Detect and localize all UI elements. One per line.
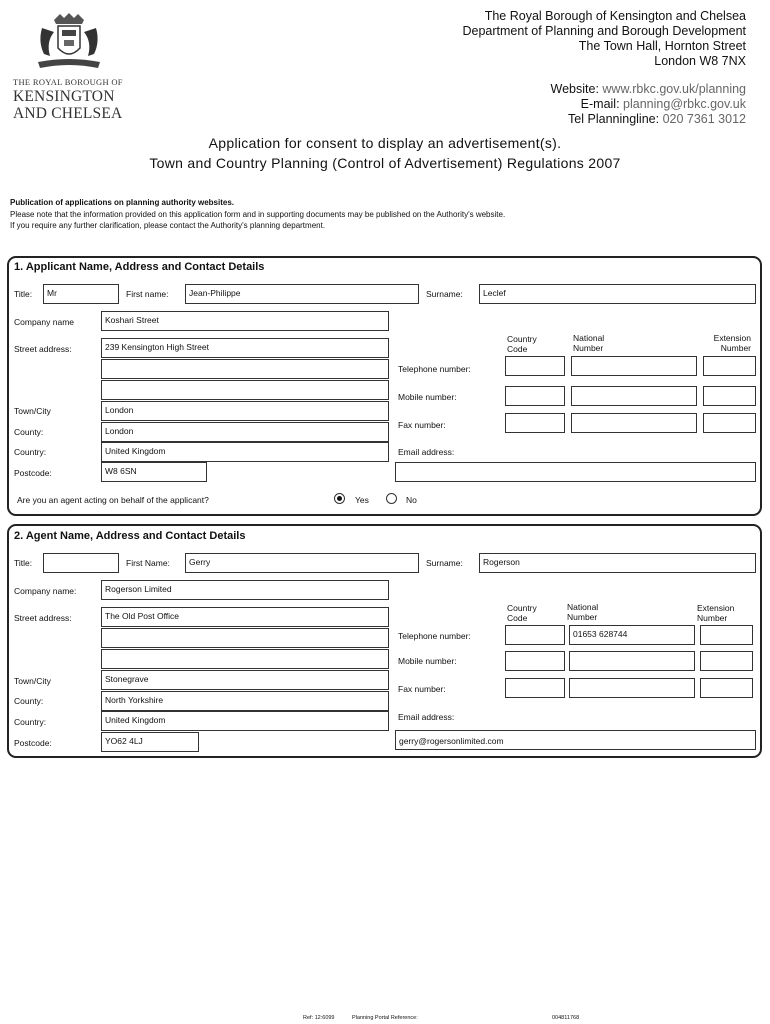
footer-ref: Ref: 12:6099	[303, 1015, 335, 1021]
agent-telephone-extension[interactable]	[700, 625, 753, 645]
applicant-mobile-label: Mobile number:	[398, 392, 457, 402]
footer-portal-value: 004811768	[552, 1015, 580, 1021]
applicant-county-label: County:	[14, 427, 44, 437]
email-link[interactable]: planning@rbkc.gov.uk	[623, 97, 746, 111]
agent-mobile-extension[interactable]	[700, 651, 753, 671]
applicant-fax-national[interactable]	[571, 413, 697, 433]
email-line	[551, 97, 746, 112]
website-line	[551, 82, 746, 97]
logo-text-line3: AND CHELSEA	[13, 105, 123, 122]
applicant-town-label: Town/City	[14, 406, 51, 416]
website-label: Website:	[550, 82, 599, 96]
applicant-street-label: Street address:	[14, 344, 72, 354]
agent-first-name-input[interactable]: Gerry	[185, 553, 419, 573]
org-city: London W8 7NX	[654, 54, 746, 68]
applicant-fax-country-code[interactable]	[505, 413, 565, 433]
applicant-street-input-2[interactable]	[101, 359, 389, 379]
agent-company-input[interactable]: Rogerson Limited	[101, 580, 389, 600]
agent-postcode-input[interactable]: YO62 4LJ	[101, 732, 199, 752]
applicant-national-number-header: National Number	[573, 333, 605, 353]
applicant-fax-label: Fax number:	[398, 420, 446, 430]
applicant-extension-number-header: Extension Number	[713, 333, 751, 353]
logo-text-line1: THE ROYAL BOROUGH OF	[13, 77, 123, 87]
org-name: The Royal Borough of Kensington and Chelsea	[484, 9, 746, 23]
applicant-county-input[interactable]: London	[101, 422, 389, 442]
applicant-email-label: Email address:	[398, 447, 455, 457]
agent-country-code-header: Country Code	[507, 603, 537, 623]
applicant-telephone-national[interactable]	[571, 356, 697, 376]
email-label: E-mail:	[580, 97, 620, 111]
applicant-mobile-country-code[interactable]	[505, 386, 565, 406]
agent-county-input[interactable]: North Yorkshire	[101, 691, 389, 711]
agent-yes-radio[interactable]	[334, 493, 345, 504]
council-address	[462, 9, 746, 69]
agent-street-label: Street address:	[14, 613, 72, 623]
agent-email-label: Email address:	[398, 712, 455, 722]
applicant-title-input[interactable]: Mr	[43, 284, 119, 304]
org-street: The Town Hall, Hornton Street	[578, 39, 746, 53]
agent-postcode-label: Postcode:	[14, 738, 52, 748]
applicant-town-input[interactable]: London	[101, 401, 389, 421]
agent-title-label: Title:	[14, 558, 33, 568]
agent-title-input[interactable]	[43, 553, 119, 573]
applicant-country-label: Country:	[14, 447, 47, 457]
applicant-mobile-national[interactable]	[571, 386, 697, 406]
applicant-email-input[interactable]	[395, 462, 756, 482]
agent-country-label: Country:	[14, 717, 47, 727]
notice-line1: Please note that the information provided on this application form and in supporting documents may be published on the Authority's website.	[10, 210, 506, 219]
agent-country-input[interactable]: United Kingdom	[101, 711, 389, 731]
notice-heading: Publication of applications on planning authority websites.	[10, 198, 235, 207]
agent-telephone-national[interactable]: 01653 628744	[569, 625, 695, 645]
applicant-postcode-label: Postcode:	[14, 468, 52, 478]
agent-town-label: Town/City	[14, 676, 51, 686]
applicant-fax-extension[interactable]	[703, 413, 756, 433]
agent-surname-label: Surname:	[426, 558, 463, 568]
applicant-first-name-input[interactable]: Jean-Philippe	[185, 284, 419, 304]
applicant-first-name-label: First name:	[126, 289, 169, 299]
applicant-postcode-input[interactable]: W8 6SN	[101, 462, 207, 482]
notice-line2: If you require any further clarification, please contact the Authority's planning department.	[10, 221, 326, 230]
agent-town-input[interactable]: Stonegrave	[101, 670, 389, 690]
phone-number: 020 7361 3012	[662, 112, 746, 126]
agent-fax-extension[interactable]	[700, 678, 753, 698]
footer-portal-label: Planning Portal Reference:	[352, 1015, 418, 1021]
applicant-country-code-header: Country Code	[507, 334, 537, 354]
applicant-telephone-label: Telephone number:	[398, 364, 471, 374]
agent-mobile-country-code[interactable]	[505, 651, 565, 671]
agent-no-label: No	[406, 495, 417, 505]
applicant-street-input-3[interactable]	[101, 380, 389, 400]
agent-yes-label: Yes	[355, 495, 369, 505]
agent-street-input-3[interactable]	[101, 649, 389, 669]
agent-email-input[interactable]: gerry@rogersonlimited.com	[395, 730, 756, 750]
applicant-telephone-country-code[interactable]	[505, 356, 565, 376]
org-department: Department of Planning and Borough Development	[462, 24, 746, 38]
agent-fax-country-code[interactable]	[505, 678, 565, 698]
applicant-country-input[interactable]: United Kingdom	[101, 442, 389, 462]
agent-company-label: Company name:	[14, 586, 77, 596]
phone-line	[551, 112, 746, 127]
applicant-surname-label: Surname:	[426, 289, 463, 299]
website-link[interactable]: www.rbkc.gov.uk/planning	[602, 82, 746, 96]
agent-no-radio[interactable]	[386, 493, 397, 504]
agent-street-input-2[interactable]	[101, 628, 389, 648]
agent-mobile-national[interactable]	[569, 651, 695, 671]
coat-of-arms-icon	[34, 12, 104, 74]
form-subtitle: Town and Country Planning (Control of Advertisement) Regulations 2007	[149, 155, 621, 171]
agent-fax-label: Fax number:	[398, 684, 446, 694]
agent-extension-number-header: Extension Number	[697, 603, 735, 623]
applicant-title-label: Title:	[14, 289, 33, 299]
agent-national-number-header: National Number	[567, 602, 599, 622]
agent-question-label: Are you an agent acting on behalf of the applicant?	[17, 495, 209, 505]
agent-county-label: County:	[14, 696, 44, 706]
applicant-street-input-1[interactable]: 239 Kensington High Street	[101, 338, 389, 358]
agent-first-name-label: First Name:	[126, 558, 170, 568]
applicant-company-input[interactable]: Koshari Street	[101, 311, 389, 331]
phone-label: Tel Planningline:	[568, 112, 660, 126]
applicant-company-label: Company name	[14, 317, 75, 327]
applicant-telephone-extension[interactable]	[703, 356, 756, 376]
agent-fax-national[interactable]	[569, 678, 695, 698]
form-title: Application for consent to display an advertisement(s).	[208, 135, 562, 151]
agent-section-heading: 2. Agent Name, Address and Contact Details	[14, 530, 246, 542]
agent-surname-input[interactable]: Rogerson	[479, 553, 756, 573]
applicant-section-heading: 1. Applicant Name, Address and Contact Details	[14, 261, 265, 273]
agent-telephone-label: Telephone number:	[398, 631, 471, 641]
applicant-mobile-extension[interactable]	[703, 386, 756, 406]
council-contacts	[551, 82, 746, 127]
agent-street-input-1[interactable]: The Old Post Office	[101, 607, 389, 627]
agent-mobile-label: Mobile number:	[398, 656, 457, 666]
agent-telephone-country-code[interactable]	[505, 625, 565, 645]
applicant-surname-input[interactable]: Leclef	[479, 284, 756, 304]
logo-text-line2: KENSINGTON	[13, 88, 115, 105]
